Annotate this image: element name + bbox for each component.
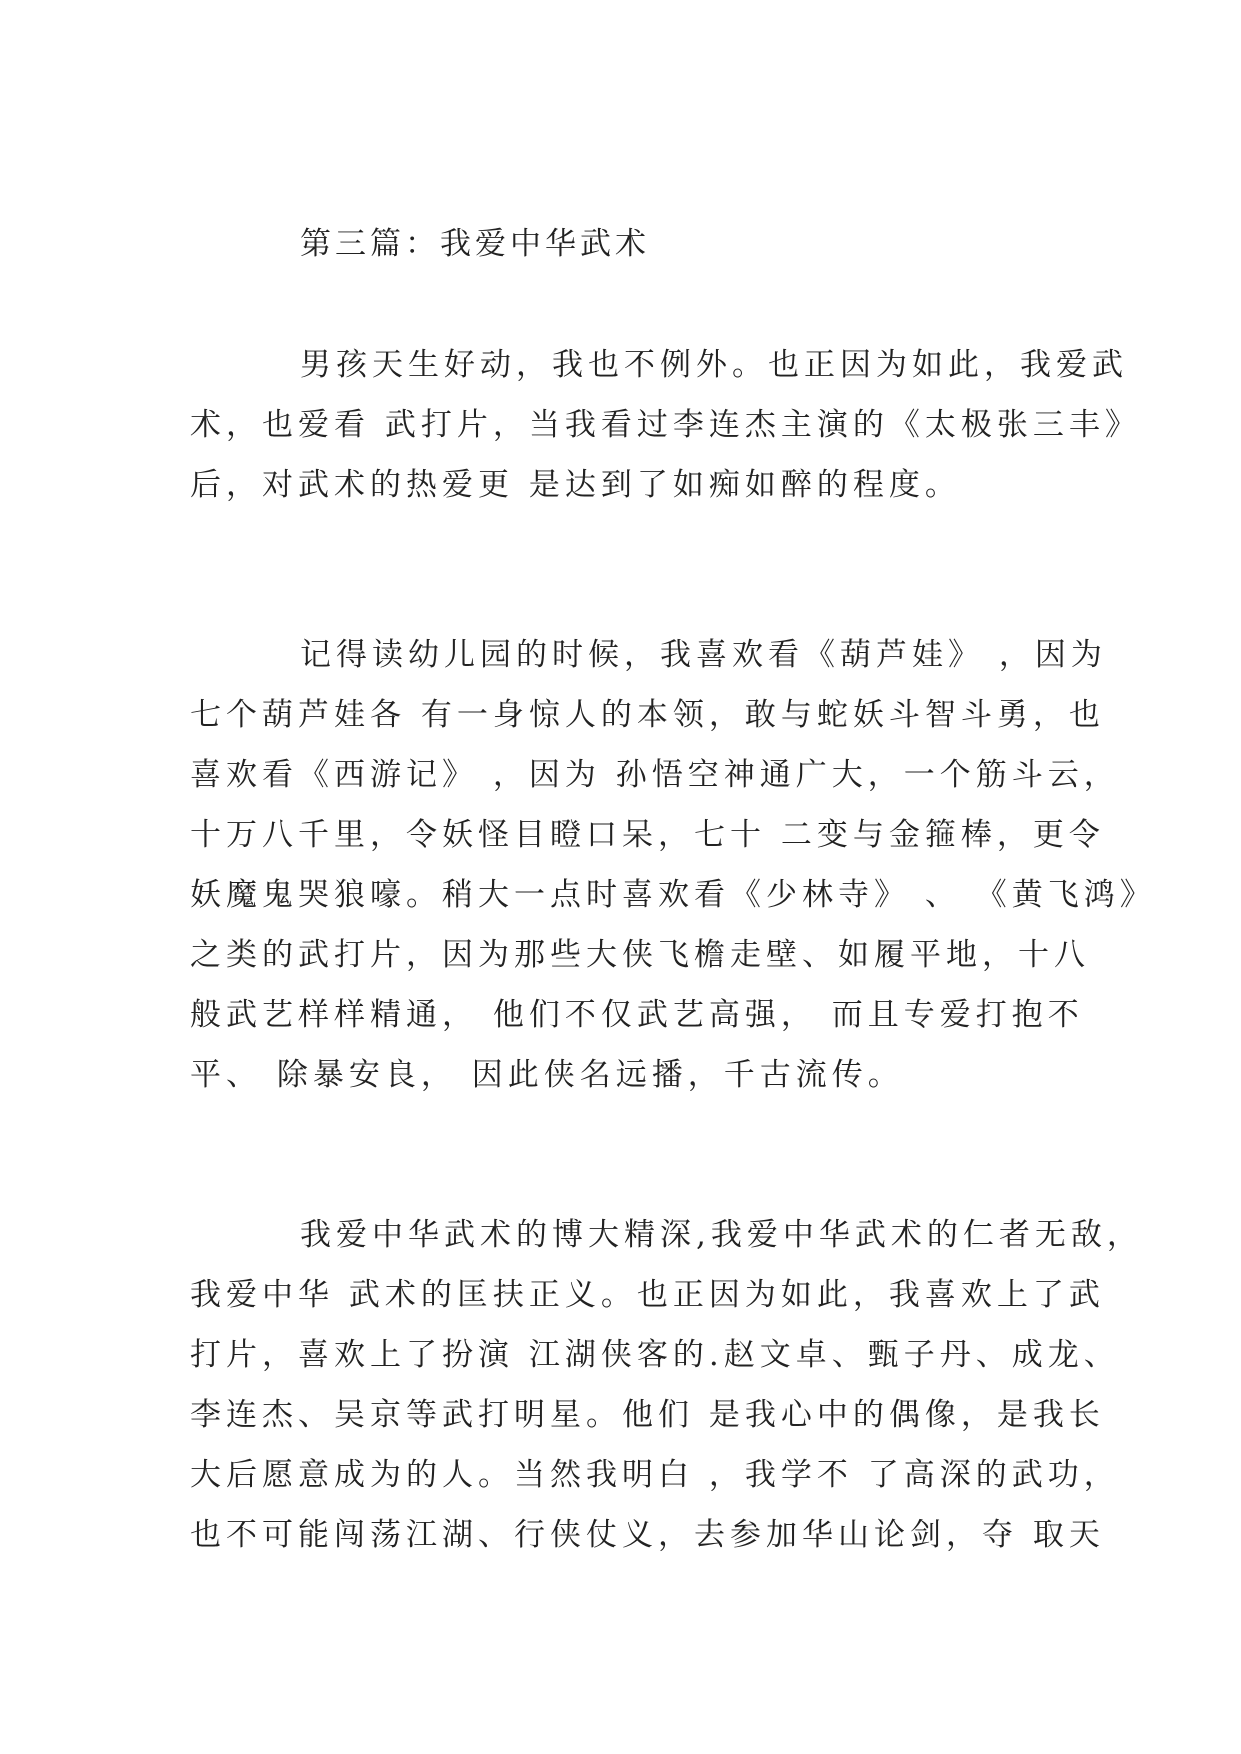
paragraph-3	[190, 1205, 1143, 1565]
paragraph-line: 般武艺样样精通， 他们不仅武艺高强， 而且专爱打抱不	[190, 997, 1084, 1033]
paragraph-line: 喜欢看《西游记》 ，因为 孙悟空神通广大，一个筋斗云，	[190, 757, 1120, 793]
paragraph-line: 后，对武术的热爱更 是达到了如痴如醉的程度。	[190, 467, 961, 503]
paragraph-line: 七个葫芦娃各 有一身惊人的本领，敢与蛇妖斗智斗勇，也	[190, 697, 1105, 733]
paragraph-1	[190, 335, 1141, 515]
paragraph-line: 十万八千里，令妖怪目瞪口呆，七十 二变与金箍棒，更令	[190, 817, 1105, 853]
paragraph-line: 也不可能闯荡江湖、行侠仗义，去参加华山论剑，夺 取天	[190, 1517, 1105, 1553]
paragraph-line: 妖魔鬼哭狼嚎。稍大一点时喜欢看《少林寺》 、 《黄飞鸿》	[190, 877, 1156, 913]
paragraph-line: 打片，喜欢上了扮演 江湖侠客的.赵文卓、甄子丹、成龙、	[190, 1337, 1120, 1373]
document-title: 第三篇：我爱中华武术	[300, 226, 650, 262]
paragraph-line: 我爱中华 武术的匡扶正义。也正因为如此，我喜欢上了武	[190, 1277, 1105, 1313]
paragraph-line: 李连杰、吴京等武打明星。他们 是我心中的偶像，是我长	[190, 1397, 1105, 1433]
paragraph-line: 记得读幼儿园的时候，我喜欢看《葫芦娃》 ，因为	[300, 637, 1107, 673]
paragraph-line: 大后愿意成为的人。当然我明白 ，我学不 了高深的武功，	[190, 1457, 1120, 1493]
paragraph-line: 之类的武打片，因为那些大侠飞檐走壁、如履平地，十八	[190, 937, 1090, 973]
paragraph-line: 男孩天生好动，我也不例外。也正因为如此，我爱武	[300, 347, 1128, 383]
paragraph-line: 平、 除暴安良， 因此侠名远播，千古流传。	[190, 1057, 904, 1093]
paragraph-2	[190, 625, 1156, 1105]
paragraph-line: 术，也爱看 武打片，当我看过李连杰主演的《太极张三丰》	[190, 407, 1141, 443]
paragraph-line: 我爱中华武术的博大精深,我爱中华武术的仁者无敌，	[300, 1217, 1143, 1253]
